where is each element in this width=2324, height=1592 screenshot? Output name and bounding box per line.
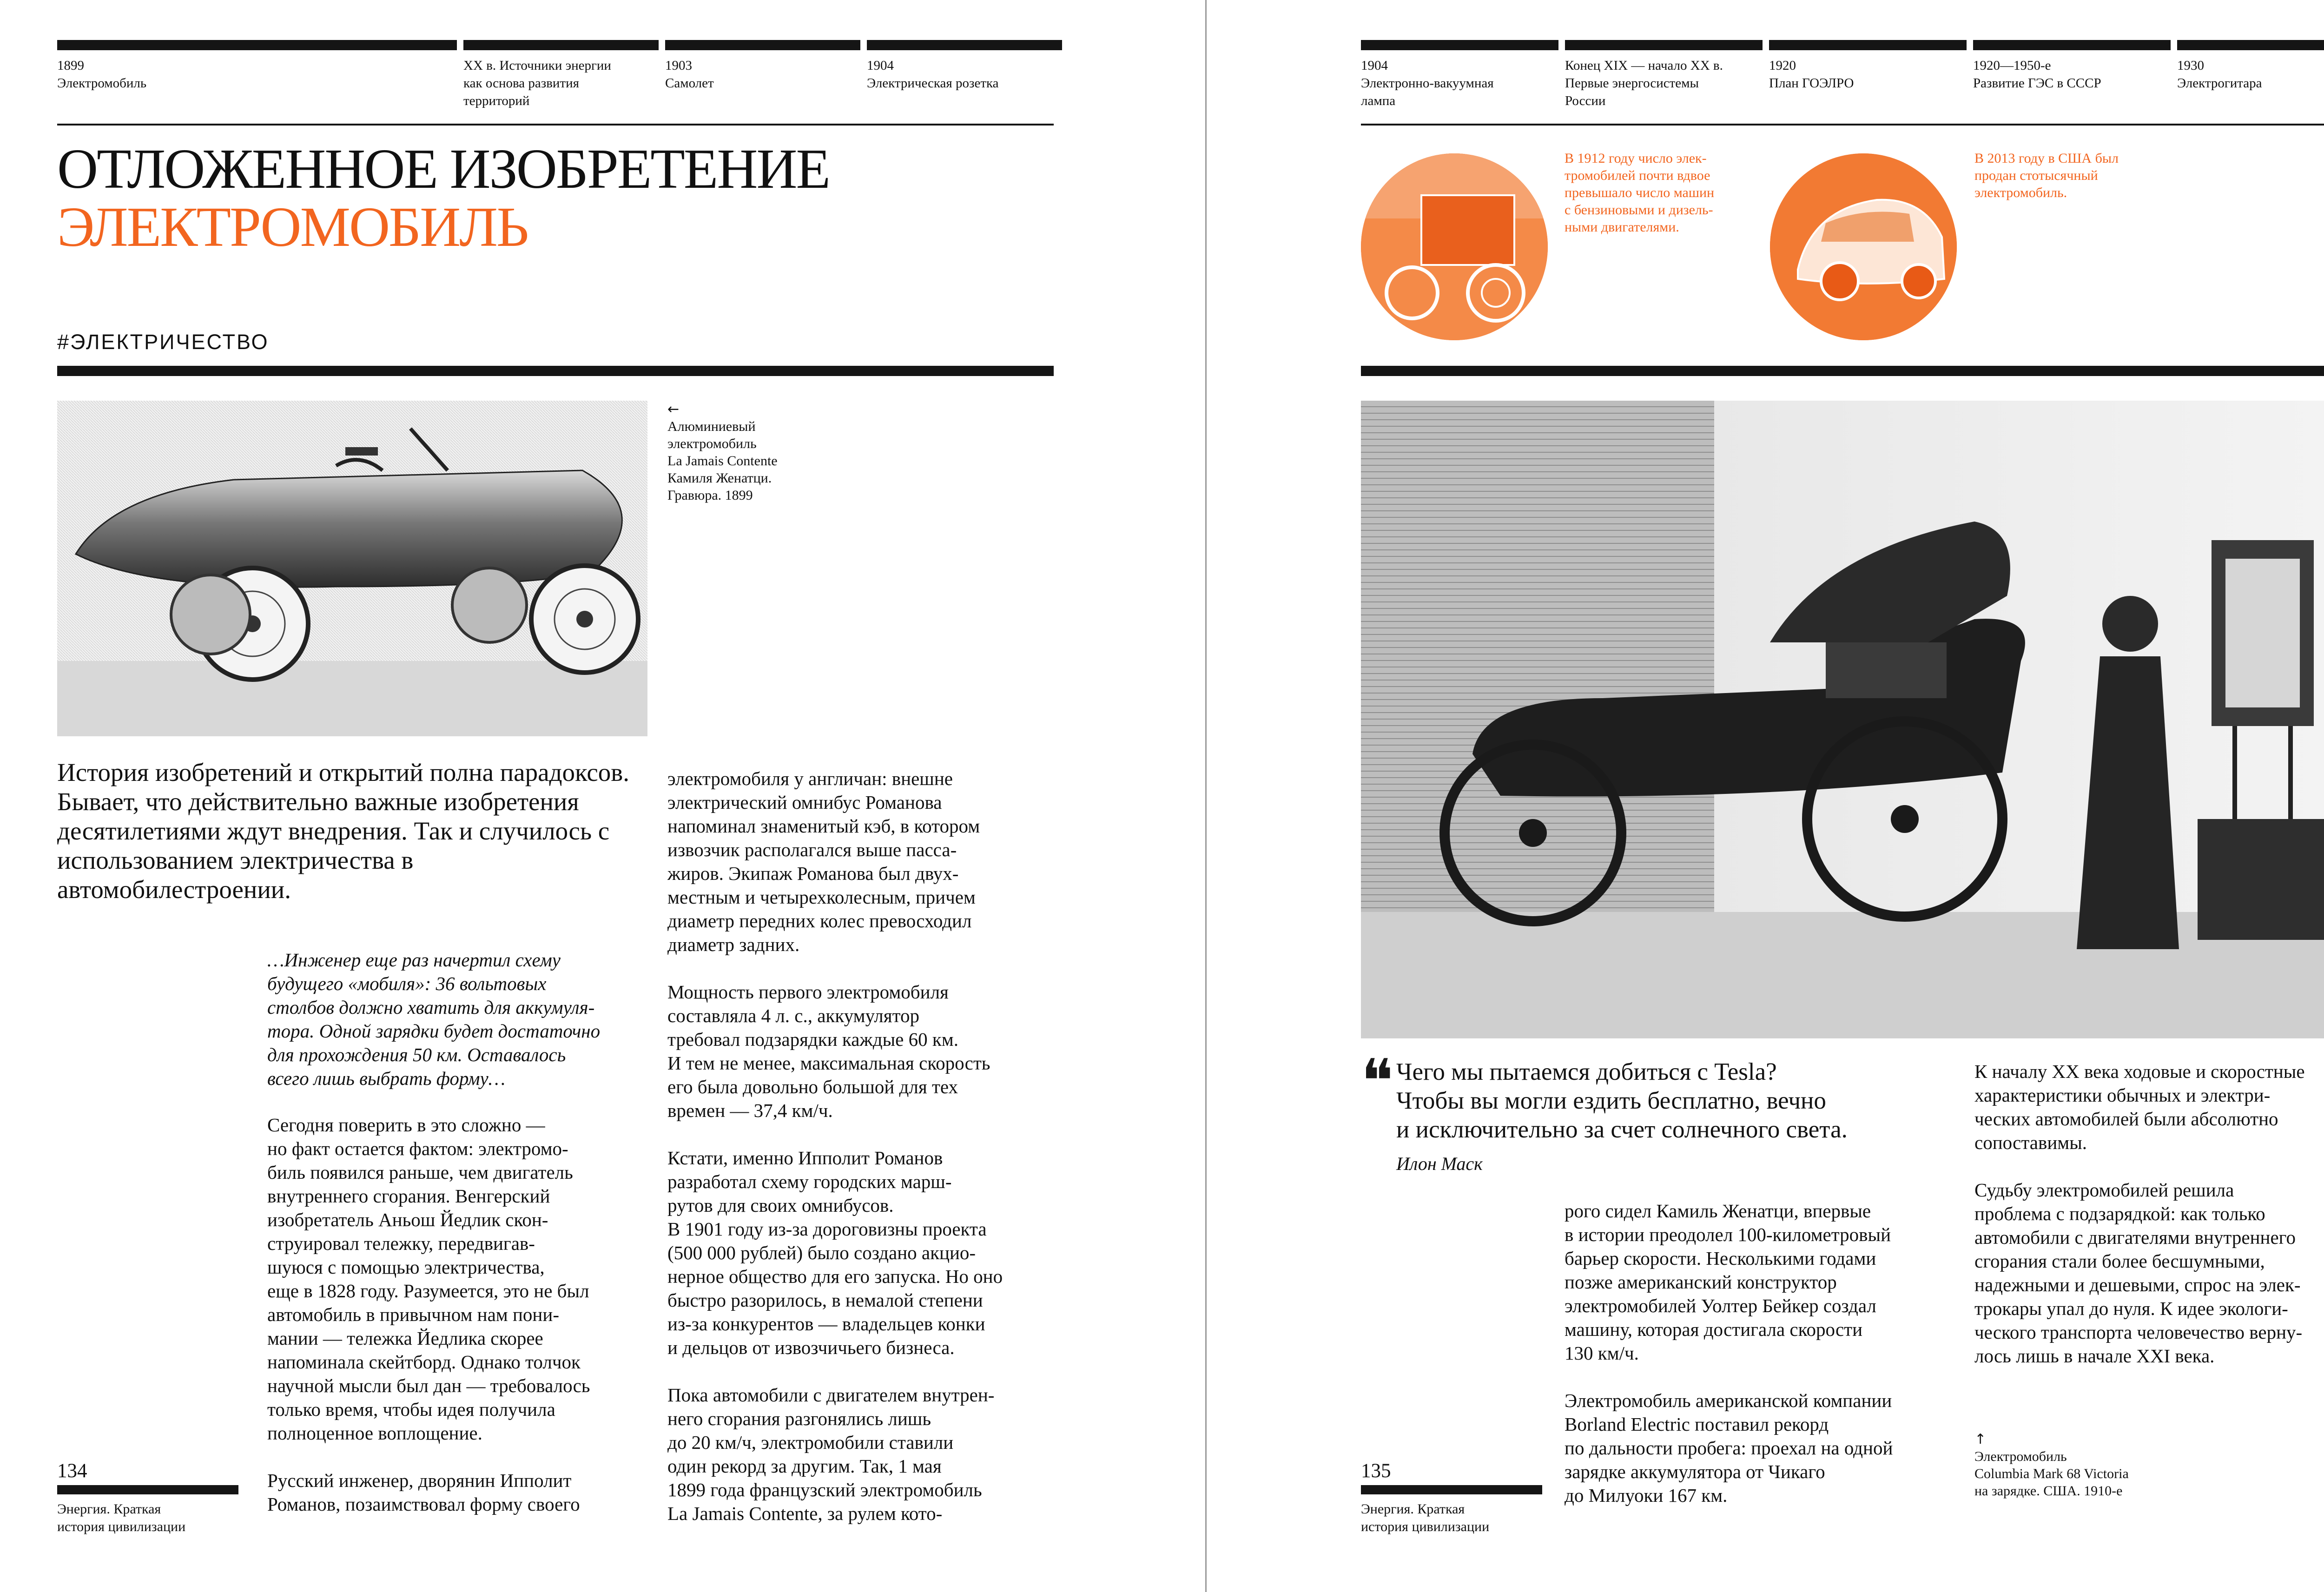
text-line: диаметр передних колес превосходил (667, 910, 972, 931)
quote-author: Илон Маск (1396, 1153, 1483, 1174)
circle-note (1565, 150, 1714, 236)
text-line: сгорания стали более бесшумными, (1974, 1250, 2265, 1272)
text-line: струировал тележку, передвигав- (267, 1233, 535, 1254)
section-rule (1361, 366, 2324, 376)
text-line: для прохождения 50 км. Оставалось (267, 1044, 566, 1065)
text-line: электрический омнибус Романова (667, 792, 942, 813)
timeline-item (463, 40, 659, 110)
note-line: ными двигателями. (1565, 219, 1679, 235)
text-line: местным и четырехколесным, причем (667, 886, 976, 908)
text-line: только время, чтобы идея получила (267, 1399, 555, 1420)
text-line: него сгорания разгонялись лишь (667, 1408, 931, 1429)
timeline-year: 1904 (1361, 58, 1388, 73)
text-line: до Милуоки 167 км. (1565, 1485, 1728, 1506)
italic-excerpt (267, 948, 600, 1090)
text-line: (500 000 рублей) было создано акцио- (667, 1242, 976, 1263)
timeline-year: 1920 (1769, 58, 1796, 73)
text-line: столбов должно хватить для аккумуля- (267, 997, 595, 1018)
text-line: до 20 км/ч, электромобили ставили (667, 1432, 954, 1453)
timeline (1361, 40, 2324, 110)
text-line: быстро разорилось, в немалой степени (667, 1289, 983, 1311)
hashtag: #ЭЛЕКТРИЧЕСТВО (57, 330, 269, 354)
text-line: рутов для своих омнибусов. (667, 1195, 894, 1216)
note-line: продан стотысячный (1974, 168, 2098, 183)
timeline-item (665, 40, 860, 110)
text-line: составляла 4 л. с., аккумулятор (667, 1005, 919, 1026)
arrow-up-icon: ↑ (1974, 1431, 1987, 1447)
book-title (57, 1500, 185, 1536)
text-line: внутреннего сгорания. Венгерский (267, 1185, 550, 1207)
text-line: биль появился раньше, чем двигатель (267, 1162, 573, 1183)
paragraph (667, 1383, 1003, 1526)
text-line: его была довольно большой для тех (667, 1076, 958, 1097)
modern-ev-circle-image (1770, 153, 1957, 340)
note-line: превышало число машин (1565, 185, 1715, 200)
text-line: научной мысли был дан — требовалось (267, 1375, 590, 1396)
text-line: шуюся с помощью электричества, (267, 1256, 545, 1278)
text-line: ческих автомобилей были абсолютно (1974, 1108, 2278, 1130)
text-line: барьер скорости. Несколькими годами (1565, 1248, 1876, 1269)
charging-car-photo (1361, 401, 2324, 1038)
timeline-item (1769, 40, 1967, 110)
timeline-label: Электрическая розетка (867, 76, 999, 91)
book-title (1361, 1500, 1489, 1536)
text-line: Кстати, именно Ипполит Романов (667, 1147, 943, 1169)
column-2 (1974, 1060, 2305, 1368)
note-line: В 2013 году в США был (1974, 151, 2119, 166)
caption-line: Columbia Mark 68 Victoria (1974, 1466, 2129, 1481)
paragraph (267, 1113, 590, 1445)
text-line: и дельцов от извозчичьего бизнеса. (667, 1337, 955, 1358)
text-line: напоминала скейтборд. Однако толчок (267, 1351, 581, 1373)
text-line: трокары упал до нуля. К идее экологи- (1974, 1298, 2288, 1319)
paragraph (1565, 1199, 1893, 1365)
timeline-item (867, 40, 1062, 110)
text-line: требовал подзарядки каждые 60 км. (667, 1029, 958, 1050)
text-line: Borland Electric поставил рекорд (1565, 1414, 1829, 1435)
text-line: Романов, позаимствовал форму своего (267, 1493, 580, 1515)
quote-line: Чего мы пытаемся добиться с Tesla? (1396, 1058, 1777, 1085)
page-number: 135 (1361, 1460, 1391, 1482)
text-line: полноценное воплощение. (267, 1422, 482, 1444)
timeline-label: территорий (463, 93, 530, 108)
folio-rule (1361, 1485, 1542, 1494)
race-car-engraving (57, 401, 647, 736)
paragraph (1565, 1389, 1893, 1507)
caption-line: Электромобиль (1974, 1449, 2067, 1464)
text-line: машину, которая достигала скорости (1565, 1319, 1863, 1340)
text-line: характеристики обычных и электри- (1974, 1084, 2271, 1106)
text-line: один рекорд за другим. Так, 1 мая (667, 1455, 942, 1477)
text-line: проблема с подзарядкой: как только (1974, 1203, 2265, 1224)
quote-mark-icon: ❝ (1361, 1046, 1393, 1116)
paragraph (1974, 1178, 2305, 1368)
lead-paragraph: История изобретений и открытий полна парадоксов. Бывает, что действительно важные изобретения десятилетиями ждут внедрения. Так и случилось с использованием электричества в автомобилестроении. (57, 758, 629, 904)
text-line: автомобили с двигателями внутреннего (1974, 1227, 2296, 1248)
column-2 (667, 767, 1003, 1526)
photo-caption (1974, 1431, 2129, 1500)
note-line: электромобиль. (1974, 185, 2067, 200)
page-number: 134 (57, 1460, 87, 1482)
text-line: из-за конкурентов — владельцев конки (667, 1313, 985, 1334)
text-line: надежными и дешевыми, спрос на элек- (1974, 1274, 2301, 1295)
text-line: автомобиль в привычном нам пони- (267, 1304, 559, 1325)
text-line: в истории преодолел 100-километровый (1565, 1224, 1891, 1245)
timeline (57, 40, 1062, 110)
text-line: 1899 года французский электромобиль (667, 1479, 982, 1500)
column-1 (1565, 1199, 1893, 1507)
text-line: К началу XX века ходовые и скоростные (1974, 1061, 2305, 1082)
timeline-year: XX в. Источники энергии (463, 58, 611, 73)
right-page (1207, 0, 2324, 1592)
timeline-item (1361, 40, 1558, 110)
caption-line: La Jamais Contente (667, 453, 778, 469)
paragraph (267, 1469, 590, 1516)
page-subtitle: ЭЛЕКТРОМОБИЛЬ (57, 196, 528, 258)
text-line: Сегодня поверить в это сложно — (267, 1114, 545, 1136)
paragraph (667, 767, 1003, 957)
timeline-year: 1920—1950-е (1973, 58, 2051, 73)
timeline-item (57, 40, 457, 110)
text-line: мании — тележка Йедлика скорее (267, 1328, 543, 1349)
caption-line: Гравюра. 1899 (667, 488, 753, 503)
timeline-rule (1361, 124, 2324, 126)
timeline-item (1973, 40, 2171, 110)
text-line: Судьбу электромобилей решила (1974, 1179, 2234, 1201)
text-line: рого сидел Камиль Женатци, впервые (1565, 1200, 1871, 1222)
page-title: ОТЛОЖЕННОЕ ИЗОБРЕТЕНИЕ (57, 138, 830, 200)
text-line: напоминал знаменитый кэб, в котором (667, 815, 980, 837)
note-line: с бензиновыми и дизель- (1565, 202, 1713, 218)
text-line: 130 км/ч. (1565, 1342, 1639, 1364)
text-line: нерное общество для его запуска. Но оно (667, 1266, 1003, 1287)
timeline-year: 1899 (57, 58, 84, 73)
quote-line: и исключительно за счет солнечного света. (1396, 1116, 1848, 1143)
text-line: …Инженер еще раз начертил схему (267, 949, 561, 971)
text-line: И тем не менее, максимальная скорость (667, 1052, 990, 1074)
text-line: по дальности пробега: проехал на одной (1565, 1437, 1893, 1459)
book-title-line: история цивилизации (1361, 1519, 1490, 1534)
paragraph (667, 980, 1003, 1123)
text-line: В 1901 году из-за дороговизны проекта (667, 1218, 987, 1240)
timeline-label: Электромобиль (57, 76, 147, 91)
timeline-label: Первые энергосистемы (1565, 76, 1699, 91)
timeline-year: Конец XIX — начало XX в. (1565, 58, 1723, 73)
text-line: извозчик располагался выше пасса- (667, 839, 957, 860)
timeline-year: 1904 (867, 58, 894, 73)
timeline-item (2177, 40, 2324, 110)
timeline-label: Развитие ГЭС в СССР (1973, 76, 2101, 91)
folio-rule (57, 1485, 238, 1494)
caption-line: электромобиль (667, 436, 757, 451)
caption-line: Алюминиевый (667, 419, 756, 434)
paragraph (667, 1146, 1003, 1360)
vintage-car-circle-image (1361, 153, 1548, 340)
timeline-year: 1903 (665, 58, 692, 73)
text-line: зарядке аккумулятора от Чикаго (1565, 1461, 1825, 1482)
text-line: будущего «мобиля»: 36 вольтовых (267, 973, 547, 994)
note-line: В 1912 году число элек- (1565, 151, 1707, 166)
text-line: Мощность первого электромобиля (667, 981, 949, 1003)
note-line: тромобилей почти вдвое (1565, 168, 1710, 183)
book-title-line: история цивилизации (57, 1519, 186, 1534)
text-line: сопоставимы. (1974, 1132, 2087, 1153)
quote-line: Чтобы вы могли ездить бесплатно, вечно (1396, 1087, 1826, 1114)
timeline-label: как основа развития (463, 76, 579, 91)
caption-line: на зарядке. США. 1910-е (1974, 1483, 2123, 1499)
text-line: Русский инженер, дворянин Ипполит (267, 1470, 572, 1491)
timeline-label: лампа (1361, 93, 1396, 108)
pull-quote (1396, 1057, 1848, 1144)
text-line: разработал схему городских марш- (667, 1171, 952, 1192)
timeline-label: Самолет (665, 76, 714, 91)
arrow-left-icon: ← (667, 401, 680, 417)
circle-note (1974, 150, 2119, 201)
timeline-year: 1930 (2177, 58, 2204, 73)
text-line: тора. Одной зарядки будет достаточно (267, 1020, 601, 1042)
text-line: лось лишь в начале XXI века. (1974, 1345, 2215, 1367)
timeline-label: Электронно-вакуумная (1361, 76, 1494, 91)
text-line: изобретатель Аньош Йедлик скон- (267, 1209, 548, 1230)
text-line: La Jamais Contente, за рулем кото- (667, 1503, 943, 1524)
section-rule (57, 366, 1054, 376)
caption-line: Камиля Женатци. (667, 470, 772, 486)
book-title-line: Энергия. Краткая (1361, 1501, 1465, 1517)
engraving-caption (667, 401, 778, 504)
timeline-label: План ГОЭЛРО (1769, 76, 1854, 91)
text-line: электромобиля у англичан: внешне (667, 768, 953, 789)
book-title-line: Энергия. Краткая (57, 1501, 161, 1517)
text-line: позже американский конструктор (1565, 1271, 1837, 1293)
text-line: всего лишь выбрать форму… (267, 1068, 506, 1089)
text-line: еще в 1828 году. Разумеется, это не был (267, 1280, 589, 1301)
text-line: жиров. Экипаж Романова был двух- (667, 863, 959, 884)
timeline-label: России (1565, 93, 1606, 108)
column-1 (267, 1113, 590, 1516)
text-line: времен — 37,4 км/ч. (667, 1100, 833, 1121)
text-line: Пока автомобили с двигателем внутрен- (667, 1384, 995, 1406)
text-line: Электромобиль американской компании (1565, 1390, 1892, 1411)
timeline-label: Электрогитара (2177, 76, 2262, 91)
paragraph (1974, 1060, 2305, 1155)
wheel (531, 566, 638, 673)
text-line: ческого транспорта человечество верну- (1974, 1321, 2303, 1343)
timeline-rule (57, 124, 1054, 126)
text-line: электромобилей Уолтер Бейкер создал (1565, 1295, 1876, 1316)
text-line: но факт остается фактом: электромо- (267, 1138, 568, 1159)
text-line: диаметр задних. (667, 934, 800, 955)
timeline-item (1565, 40, 1763, 110)
